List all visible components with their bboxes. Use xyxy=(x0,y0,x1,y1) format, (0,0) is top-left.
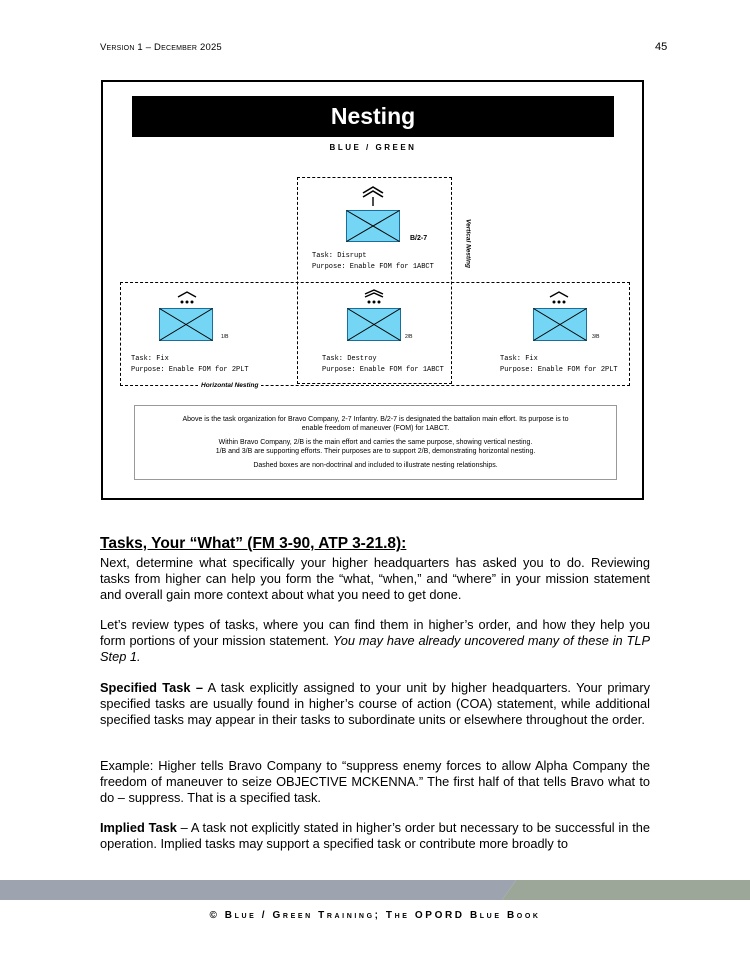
task-b27: Task: Disrupt xyxy=(312,252,367,260)
paragraph-text: Let’s review types of tasks, where you can find them in higher’s order, and how they help you form portions of your mission statement. xyxy=(100,617,650,648)
figure-note-box xyxy=(134,405,617,480)
platoon-echelon-icon-1b xyxy=(176,291,198,305)
figure-title: Nesting xyxy=(132,96,614,137)
purpose-2b: Purpose: Enable FOM for 1ABCT xyxy=(322,366,444,374)
note-line: 1/B and 3/B are supporting efforts. Their purposes are to support 2/B, demonstrating horizontal nesting. xyxy=(215,448,536,455)
paragraph-example xyxy=(100,758,650,806)
note-line: Above is the task organization for Bravo Company, 2-7 Infantry. B/2-7 is designated the battalion main effort. Its purpose is to xyxy=(182,416,569,423)
infantry-unit-symbol-1b xyxy=(159,308,213,341)
unit-label-3b: 3/B xyxy=(592,334,600,340)
paragraph-specified-task xyxy=(100,680,650,728)
paragraph-text: A task explicitly assigned to your unit by higher headquarters. Your primary specified tasks are usually found in higher’s course of action (COA) statement, while additional specified tasks may appear in their tasks to subordinate units or elsewhere throughout the order. xyxy=(100,680,650,727)
header-version: Version 1 – December 2025 xyxy=(100,42,222,53)
task-2b: Task: Destroy xyxy=(322,355,377,363)
note-line: Dashed boxes are non-doctrinal and included to illustrate nesting relationships. xyxy=(253,462,498,469)
purpose-3b: Purpose: Enable FOM for 2PLT xyxy=(500,366,618,374)
figure-subtitle: BLUE / GREEN xyxy=(329,143,417,152)
unit-label-2b: 2/B xyxy=(405,334,413,340)
note-line: enable freedom of maneuver (FOM) for 1ABCT. xyxy=(301,425,450,432)
unit-label-b27: B/2-7 xyxy=(410,235,428,242)
task-1b: Task: Fix xyxy=(131,355,169,363)
term-implied-task: Implied Task xyxy=(100,820,177,835)
paragraph-implied-task xyxy=(100,820,650,852)
platoon-echelon-icon-3b xyxy=(548,291,570,305)
purpose-1b: Purpose: Enable FOM for 2PLT xyxy=(131,366,249,374)
paragraph-task-types xyxy=(100,617,650,665)
task-3b: Task: Fix xyxy=(500,355,538,363)
infantry-unit-symbol-b27 xyxy=(346,210,400,242)
footer-copyright: © Blue / Green Training; The OPORD Blue Book xyxy=(209,910,541,921)
page-number: 45 xyxy=(655,41,668,53)
infantry-unit-symbol-3b xyxy=(533,308,587,341)
footer-color-band xyxy=(0,880,750,900)
term-specified-task: Specified Task – xyxy=(100,680,203,695)
horizontal-nesting-label: Horizontal Nesting xyxy=(198,382,261,389)
paragraph-italic-text: You may have already uncovered many of these in TLP Step 1. xyxy=(100,633,650,664)
paragraph-text: Example: Higher tells Bravo Company to “suppress enemy forces to allow Alpha Company the freedom of maneuver to seize OBJECTIVE MCKENNA.” The first half of that tells Bravo what to do – suppress. That is a specified task. xyxy=(100,758,650,805)
paragraph-text: Next, determine what specifically your higher headquarters has asked you to do. Reviewing tasks from higher can help you form the “what, “when,” and “where” in your mission statement and overall gain more context about what you need to get done. xyxy=(100,555,650,602)
note-line: Within Bravo Company, 2/B is the main effort and carries the same purpose, showing vertical nesting. xyxy=(218,439,533,446)
infantry-unit-symbol-2b xyxy=(347,308,401,341)
paragraph-text: – A task not explicitly stated in higher’s order but necessary to be successful in the operation. Implied tasks may support a specified task or contribute more broadly to xyxy=(100,820,650,851)
platoon-echelon-icon-2b xyxy=(363,289,385,305)
purpose-b27: Purpose: Enable FOM for 1ABCT xyxy=(312,263,434,271)
vertical-nesting-label: Vertical Nesting xyxy=(464,219,472,268)
unit-label-1b: 1/B xyxy=(221,334,229,340)
paragraph-intro xyxy=(100,555,650,603)
battalion-echelon-icon xyxy=(360,184,386,206)
section-heading: Tasks, Your “What” (FM 3-90, ATP 3-21.8): xyxy=(100,535,407,552)
